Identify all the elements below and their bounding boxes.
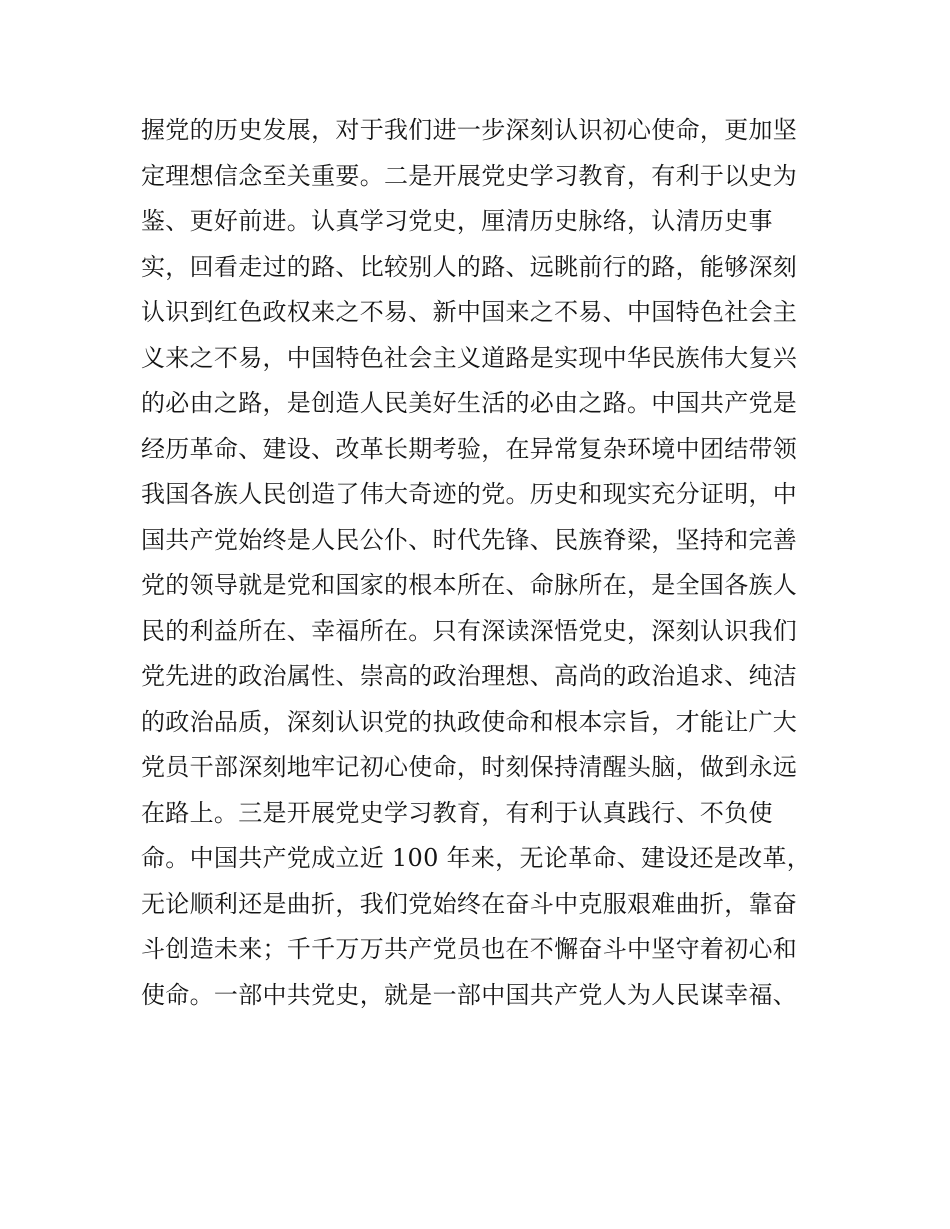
text-line: 党的领导就是党和国家的根本所在、命脉所在，是全国各族人 bbox=[141, 571, 798, 599]
text-line: 鉴、更好前进。认真学习党史，厘清历史脉络，认清历史事 bbox=[141, 207, 773, 235]
text-line: 定理想信念至关重要。二是开展党史学习教育，有利于以史为 bbox=[141, 161, 798, 190]
text-line: 我国各族人民创造了伟大奇迹的党。历史和现实充分证明，中 bbox=[141, 480, 798, 508]
text-line: 使命。一部中共党史，就是一部中国共产党人为人民谋幸福、 bbox=[141, 980, 798, 1009]
text-line: 的必由之路，是创造人民美好生活的必由之路。中国共产党是 bbox=[141, 389, 798, 417]
text-line: 民的利益所在、幸福所在。只有深读深悟党史，深刻认识我们 bbox=[141, 616, 798, 645]
text-line: 在路上。三是开展党史学习教育，有利于认真践行、不负使 bbox=[141, 798, 773, 827]
body-paragraph bbox=[141, 108, 821, 1018]
text-line: 的政治品质，深刻认识党的执政使命和根本宗旨，才能让广大 bbox=[141, 707, 798, 736]
text-line: 认识到红色政权来之不易、新中国来之不易、中国特色社会主 bbox=[141, 298, 798, 326]
text-line: 党先进的政治属性、崇高的政治理想、高尚的政治追求、纯洁 bbox=[141, 662, 798, 690]
text-line: 斗创造未来；千千万万共产党员也在不懈奋斗中坚守着初心和 bbox=[141, 935, 798, 963]
text-line: 国共产党始终是人民公仆、时代先锋、民族脊梁，坚持和完善 bbox=[141, 525, 798, 554]
text-line: 命。中国共产党成立近 100 年来，无论革命、建设还是改革， bbox=[141, 844, 812, 872]
text-line: 握党的历史发展，对于我们进一步深刻认识初心使命，更加坚 bbox=[141, 116, 798, 144]
text-line: 义来之不易，中国特色社会主义道路是实现中华民族伟大复兴 bbox=[141, 343, 798, 372]
text-line: 党员干部深刻地牢记初心使命，时刻保持清醒头脑，做到永远 bbox=[141, 753, 798, 781]
text-line: 无论顺利还是曲折，我们党始终在奋斗中克服艰难曲折，靠奋 bbox=[141, 889, 798, 918]
text-line: 实，回看走过的路、比较别人的路、远眺前行的路，能够深刻 bbox=[141, 252, 798, 281]
text-line: 经历革命、建设、改革长期考验，在异常复杂环境中团结带领 bbox=[141, 434, 798, 463]
